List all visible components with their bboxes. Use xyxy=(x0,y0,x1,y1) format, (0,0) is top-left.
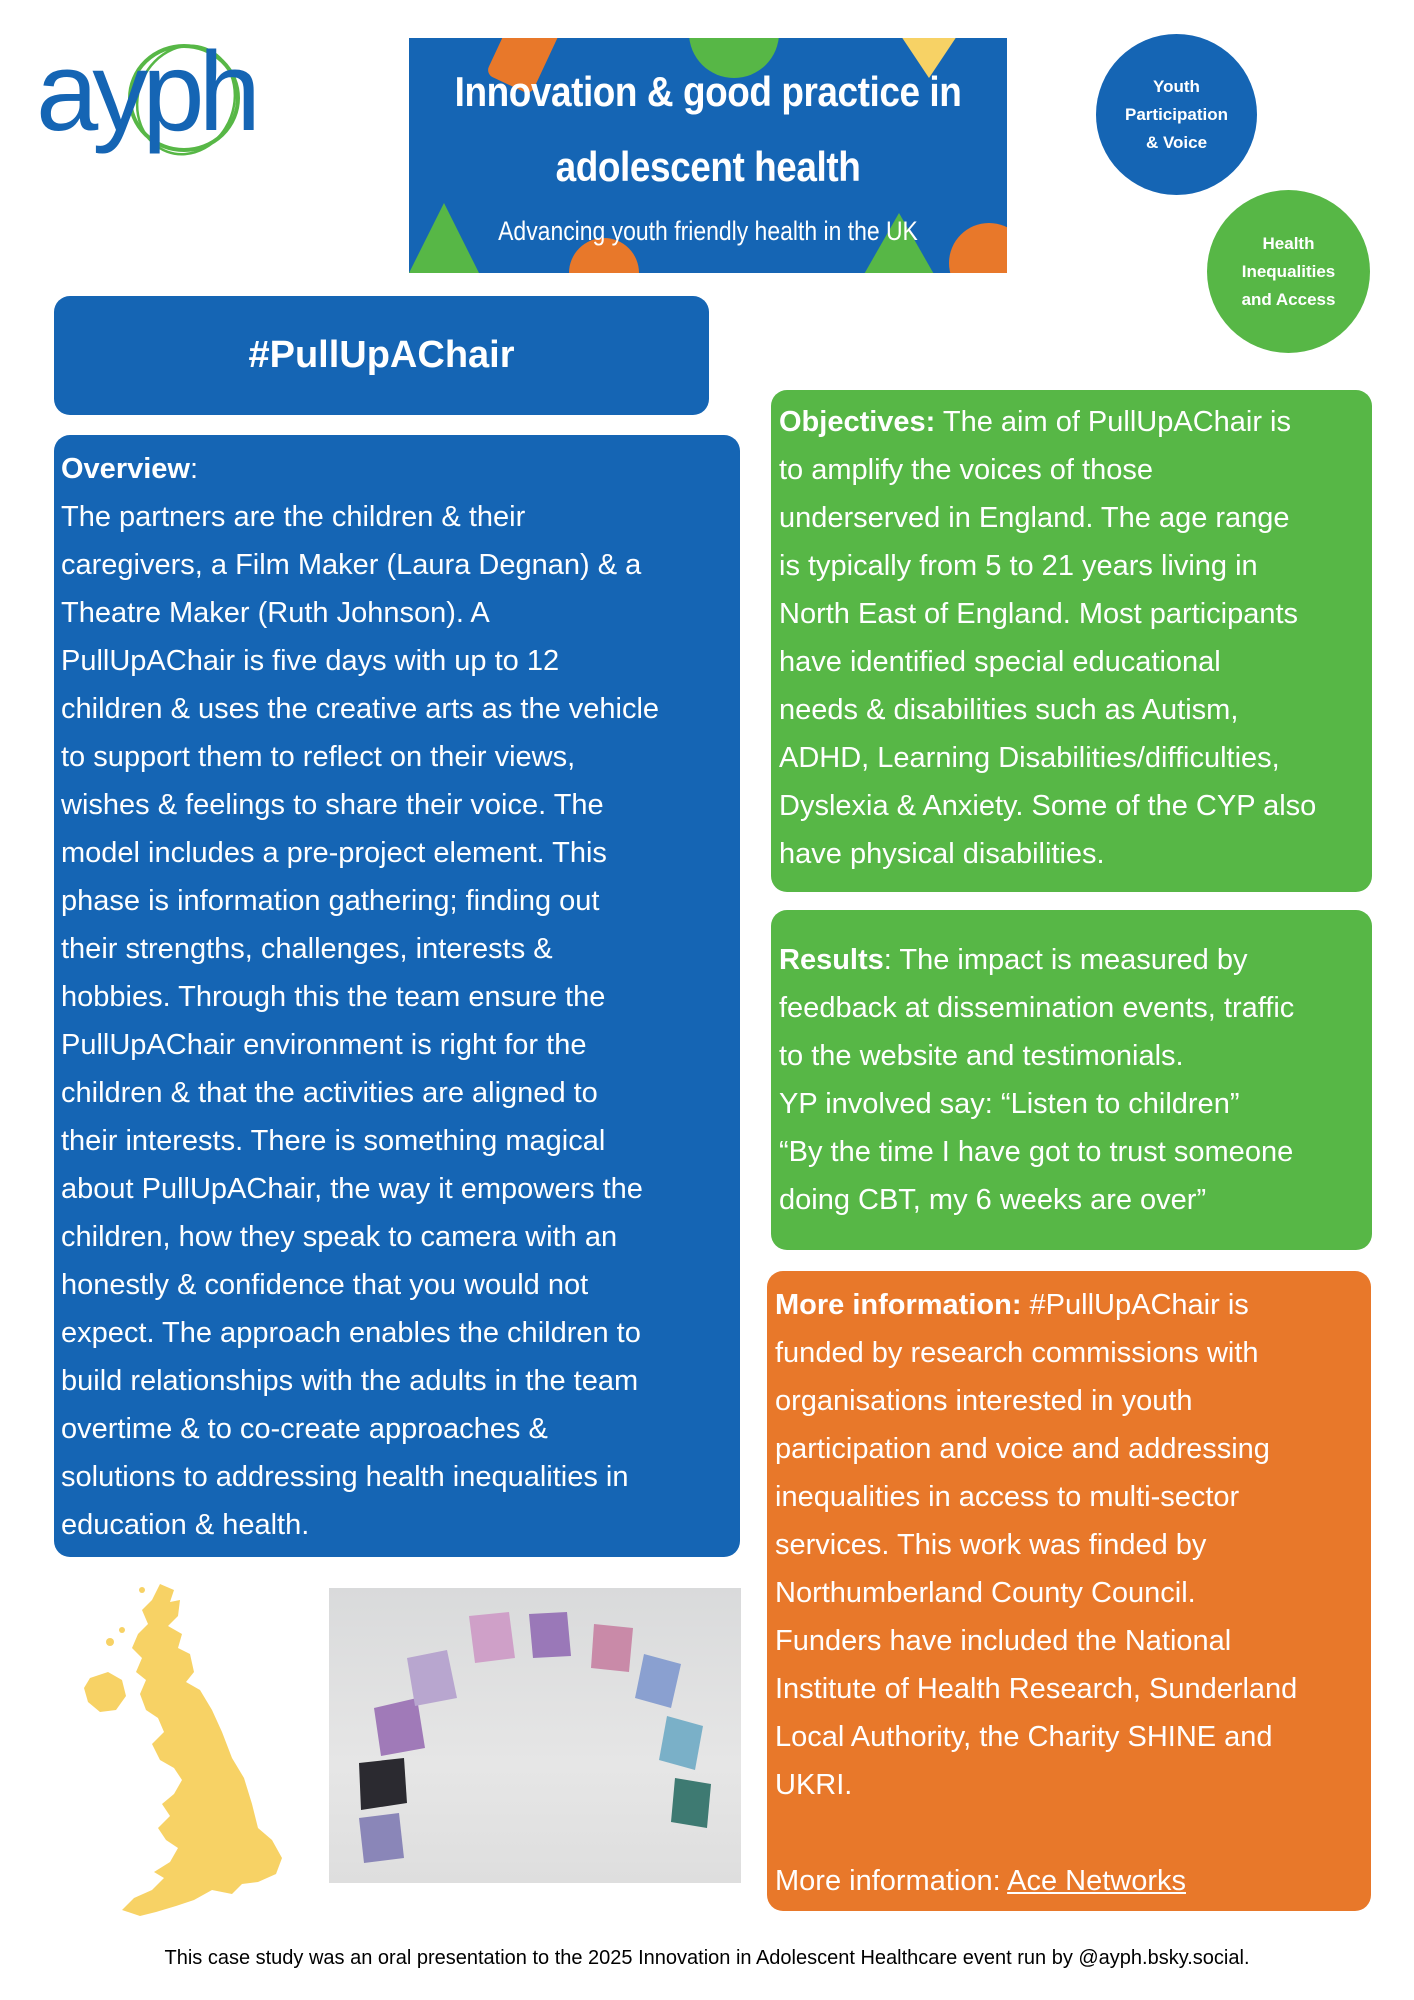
tag-line: Participation xyxy=(1125,104,1228,124)
overview-body xyxy=(61,493,732,1549)
tag-health-inequalities xyxy=(1207,190,1370,353)
objectives-first-line: The aim of PullUpAChair is xyxy=(935,406,1292,438)
more-info-line: services. This work was finded by xyxy=(775,1529,1207,1561)
overview-line: children, how they speak to camera with an xyxy=(61,1221,618,1253)
objectives-line: to amplify the voices of those xyxy=(779,454,1153,486)
results-heading: Results xyxy=(779,944,884,976)
overview-line: children & that the activities are aligned to xyxy=(61,1077,598,1109)
overview-panel xyxy=(54,435,740,1557)
more-info-line: inequalities in access to multi-sector xyxy=(775,1481,1240,1513)
overview-line: to support them to reflect on their views, xyxy=(61,741,576,773)
results-line: YP involved say: “Listen to children” xyxy=(779,1088,1240,1120)
results-line: to the website and testimonials. xyxy=(779,1040,1184,1072)
overview-line: children & uses the creative arts as the vehicle xyxy=(61,693,660,725)
overview-line: education & health. xyxy=(61,1509,310,1541)
results-first-line: : The impact is measured by xyxy=(883,944,1248,976)
more-info-line: participation and voice and addressing xyxy=(775,1433,1270,1465)
objectives-line: have identified special educational xyxy=(779,646,1221,678)
objectives-line: North East of England. Most participants xyxy=(779,598,1299,630)
results-line: doing CBT, my 6 weeks are over” xyxy=(779,1184,1207,1216)
more-info-body xyxy=(775,1329,1365,1809)
overview-line: solutions to addressing health inequalities in xyxy=(61,1461,629,1493)
banner-title-line2: adolescent health xyxy=(555,143,861,190)
tag-line: Youth xyxy=(1153,76,1200,96)
objectives-body xyxy=(779,446,1366,878)
results-line: “By the time I have got to trust someone xyxy=(779,1136,1294,1168)
paper-chairs-photo xyxy=(329,1588,741,1883)
more-info-line: Funders have included the National xyxy=(775,1625,1232,1657)
overview-heading: Overview xyxy=(61,453,190,485)
overview-line: PullUpAChair environment is right for the xyxy=(61,1029,587,1061)
page-title: #PullUpAChair xyxy=(54,296,709,415)
results-body xyxy=(779,984,1366,1224)
more-info-line: organisations interested in youth xyxy=(775,1385,1193,1417)
more-info-line: Local Authority, the Charity SHINE and xyxy=(775,1721,1273,1753)
more-info-line: funded by research commissions with xyxy=(775,1337,1259,1369)
overview-line: phase is information gathering; finding out xyxy=(61,885,600,917)
objectives-line: underserved in England. The age range xyxy=(779,502,1290,534)
overview-line: The partners are the children & their xyxy=(61,501,526,533)
overview-line: hobbies. Through this the team ensure the xyxy=(61,981,606,1013)
more-info-line: Institute of Health Research, Sunderland xyxy=(775,1673,1298,1705)
logo-text: ayph xyxy=(36,40,255,154)
ace-networks-link[interactable]: Ace Networks xyxy=(1007,1865,1186,1897)
objectives-line: needs & disabilities such as Autism, xyxy=(779,694,1239,726)
objectives-panel xyxy=(771,390,1372,892)
tag-line: and Access xyxy=(1241,289,1336,309)
more-info-line: Northumberland County Council. xyxy=(775,1577,1196,1609)
banner-subtitle: Advancing youth friendly health in the UK xyxy=(498,216,918,246)
overview-line: Theatre Maker (Ruth Johnson). A xyxy=(61,597,490,629)
more-info-heading: More information: xyxy=(775,1289,1022,1321)
banner-title-line1: Innovation & good practice in xyxy=(454,68,962,115)
overview-line: their interests. There is something magical xyxy=(61,1125,606,1157)
overview-colon: : xyxy=(189,453,199,485)
results-line: feedback at dissemination events, traffic xyxy=(779,992,1295,1024)
overview-line: build relationships with the adults in the team xyxy=(61,1365,639,1397)
footer-note: This case study was an oral presentation to the 2025 Innovation in Adolescent Healthcare event run by @ayph.bsky.social. xyxy=(164,1947,1250,1969)
more-info-link-row xyxy=(775,1857,1365,1905)
overview-line: their strengths, challenges, interests & xyxy=(61,933,553,965)
ayph-logo xyxy=(36,40,326,160)
tag-youth-participation xyxy=(1096,34,1257,195)
results-panel xyxy=(771,910,1372,1250)
overview-line: caregivers, a Film Maker (Laura Degnan) & a xyxy=(61,549,642,581)
paper-chair-shape xyxy=(359,1612,711,1863)
more-info-first-line: #PullUpAChair is xyxy=(1021,1289,1249,1321)
header-banner xyxy=(409,38,1007,273)
tag-line: Health xyxy=(1262,233,1315,253)
more-info-link-prefix: More information: xyxy=(775,1865,1008,1897)
objectives-line: have physical disabilities. xyxy=(779,838,1105,870)
more-info-line: UKRI. xyxy=(775,1769,853,1801)
objectives-line: Dyslexia & Anxiety. Some of the CYP also xyxy=(779,790,1317,822)
overview-line: overtime & to co-create approaches & xyxy=(61,1413,548,1445)
overview-line: about PullUpAChair, the way it empowers the xyxy=(61,1173,643,1205)
overview-line: expect. The approach enables the children to xyxy=(61,1317,641,1349)
tag-line: Inequalities xyxy=(1241,261,1336,281)
objectives-line: ADHD, Learning Disabilities/difficulties, xyxy=(779,742,1280,774)
more-info-panel xyxy=(767,1271,1371,1911)
overview-line: wishes & feelings to share their voice. The xyxy=(61,789,604,821)
overview-line: model includes a pre-project element. This xyxy=(61,837,607,869)
uk-map-icon xyxy=(82,1582,287,1917)
tag-line: & Voice xyxy=(1145,132,1208,152)
overview-line: PullUpAChair is five days with up to 12 xyxy=(61,645,560,677)
objectives-heading: Objectives: xyxy=(779,406,936,438)
overview-line: honestly & confidence that you would not xyxy=(61,1269,589,1301)
objectives-line: is typically from 5 to 21 years living in xyxy=(779,550,1258,582)
